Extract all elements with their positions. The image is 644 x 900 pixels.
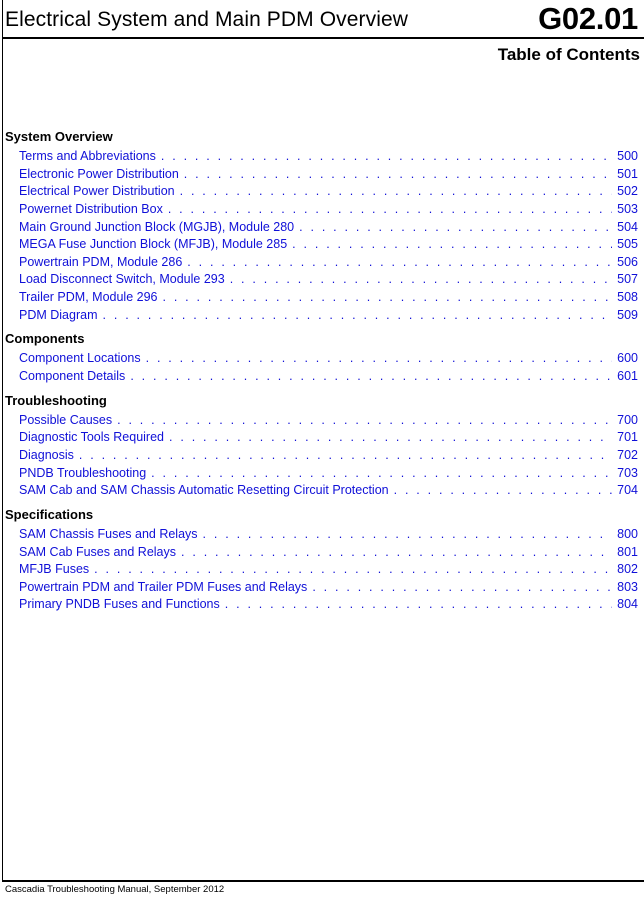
toc-entry-link[interactable] — [5, 254, 640, 272]
dot-leader — [151, 465, 612, 483]
toc-entry-page-number: 503 — [617, 201, 638, 216]
dot-leader — [187, 254, 612, 272]
toc-entry-page-number: 505 — [617, 237, 638, 252]
toc-entry-page-number: 600 — [617, 351, 638, 366]
toc-entry-link[interactable] — [5, 148, 640, 166]
toc-entry-link[interactable] — [5, 596, 640, 614]
toc-entry-label: Powernet Distribution Box — [19, 201, 163, 216]
dot-leader — [103, 307, 613, 325]
document-title: Electrical System and Main PDM Overview — [5, 8, 409, 31]
dot-leader — [184, 166, 612, 184]
toc-entry-label: Main Ground Junction Block (MGJB), Module 280 — [19, 219, 295, 234]
section-code: G02.01 — [538, 1, 638, 36]
toc-entry-link[interactable] — [5, 183, 640, 201]
toc-entry-label: Diagnosis — [19, 447, 74, 462]
footer-divider — [2, 880, 644, 882]
toc-entry-page-number: 502 — [617, 184, 638, 199]
toc-entry-page-number: 701 — [617, 430, 638, 445]
toc-entry-page-number: 509 — [617, 307, 638, 322]
toc-entry-page-number: 802 — [617, 562, 638, 577]
footer-text: Cascadia Troubleshooting Manual, September 2012 — [5, 884, 225, 895]
toc-entry-link[interactable] — [5, 350, 640, 368]
dot-leader — [181, 544, 612, 562]
toc-entry-page-number: 500 — [617, 149, 638, 163]
toc-entry-label: Powertrain PDM and Trailer PDM Fuses and Relays — [19, 579, 308, 594]
toc-entry-label: Diagnostic Tools Required — [19, 430, 164, 445]
page-header — [0, 0, 644, 38]
toc-entry-link[interactable] — [5, 447, 640, 465]
toc-entry-page-number: 504 — [617, 219, 638, 234]
toc-entry-label: Electronic Power Distribution — [19, 166, 179, 181]
toc-entry-link[interactable] — [5, 271, 640, 289]
toc-entry-label: MFJB Fuses — [19, 562, 90, 577]
dot-leader — [180, 183, 613, 201]
toc-entry-page-number: 508 — [617, 290, 638, 305]
toc-entry-link[interactable] — [5, 289, 640, 307]
toc-entry-page-number: 704 — [617, 483, 638, 498]
toc-section — [5, 506, 640, 614]
section-title: Specifications — [5, 506, 94, 522]
toc-entry-link[interactable] — [5, 561, 640, 579]
toc-entry-label: Component Locations — [19, 351, 141, 366]
toc-entry-link[interactable] — [5, 465, 640, 483]
toc-entry-page-number: 801 — [617, 544, 638, 559]
toc-entry-link[interactable] — [5, 482, 640, 500]
dot-leader — [394, 482, 613, 500]
toc-entry-label: SAM Cab Fuses and Relays — [19, 544, 177, 559]
toc-entry-link[interactable] — [5, 412, 640, 430]
toc-entry-link[interactable] — [5, 219, 640, 237]
toc-entry-link[interactable] — [5, 579, 640, 597]
dot-leader — [79, 447, 612, 465]
toc-entry-link[interactable] — [5, 166, 640, 184]
dot-leader — [146, 350, 613, 368]
toc-section — [5, 128, 640, 324]
toc-entry-link[interactable] — [5, 307, 640, 325]
toc-entry-page-number: 804 — [617, 597, 638, 612]
toc-entry-label: SAM Chassis Fuses and Relays — [19, 526, 198, 541]
toc-entry-page-number: 601 — [617, 369, 638, 384]
dot-leader — [162, 289, 612, 307]
toc-entry-page-number: 803 — [617, 579, 638, 594]
toc-entry-link[interactable] — [5, 526, 640, 544]
section-title: Troubleshooting — [5, 392, 107, 408]
dot-leader — [94, 561, 612, 579]
section-title: Components — [5, 331, 85, 347]
toc-entry-label: Component Details — [19, 369, 126, 384]
section-title: System Overview — [5, 129, 113, 144]
dot-leader — [203, 526, 613, 544]
dot-leader — [169, 429, 612, 447]
toc-heading: Table of Contents — [497, 45, 640, 64]
toc-entry-link[interactable] — [5, 201, 640, 219]
table-of-contents — [5, 128, 640, 614]
dot-leader — [225, 596, 612, 614]
toc-entry-label: Terms and Abbreviations — [19, 149, 156, 163]
dot-leader — [299, 219, 612, 237]
toc-entry-label: Electrical Power Distribution — [19, 184, 175, 199]
dot-leader — [230, 271, 612, 289]
toc-entry-label: Powertrain PDM, Module 286 — [19, 254, 183, 269]
header-divider — [2, 37, 644, 39]
toc-entry-link[interactable] — [5, 544, 640, 562]
dot-leader — [292, 236, 612, 254]
toc-entry-label: MEGA Fuse Junction Block (MFJB), Module 285 — [19, 237, 288, 252]
dot-leader — [168, 201, 612, 219]
dot-leader — [117, 412, 612, 430]
toc-entry-label: PNDB Troubleshooting — [19, 465, 147, 480]
toc-entry-link[interactable] — [5, 429, 640, 447]
toc-entry-label: PDM Diagram — [19, 307, 98, 322]
toc-entry-page-number: 507 — [617, 272, 638, 287]
toc-entry-page-number: 703 — [617, 465, 638, 480]
toc-entry-page-number: 501 — [617, 166, 638, 181]
toc-entry-page-number: 506 — [617, 254, 638, 269]
toc-entry-page-number: 702 — [617, 447, 638, 462]
page-left-rule — [2, 0, 3, 882]
toc-entry-link[interactable] — [5, 368, 640, 386]
toc-entry-link[interactable] — [5, 236, 640, 254]
toc-entry-label: Load Disconnect Switch, Module 293 — [19, 272, 225, 287]
dot-leader — [161, 148, 612, 166]
toc-section — [5, 330, 640, 385]
toc-entry-label: Possible Causes — [19, 412, 113, 427]
toc-section — [5, 392, 640, 500]
dot-leader — [312, 579, 612, 597]
dot-leader — [130, 368, 612, 386]
toc-entry-label: SAM Cab and SAM Chassis Automatic Resetting Circuit Protection — [19, 483, 389, 498]
toc-entry-page-number: 700 — [617, 412, 638, 427]
toc-entry-page-number: 800 — [617, 526, 638, 541]
toc-entry-label: Trailer PDM, Module 296 — [19, 290, 158, 305]
toc-entry-label: Primary PNDB Fuses and Functions — [19, 597, 220, 612]
